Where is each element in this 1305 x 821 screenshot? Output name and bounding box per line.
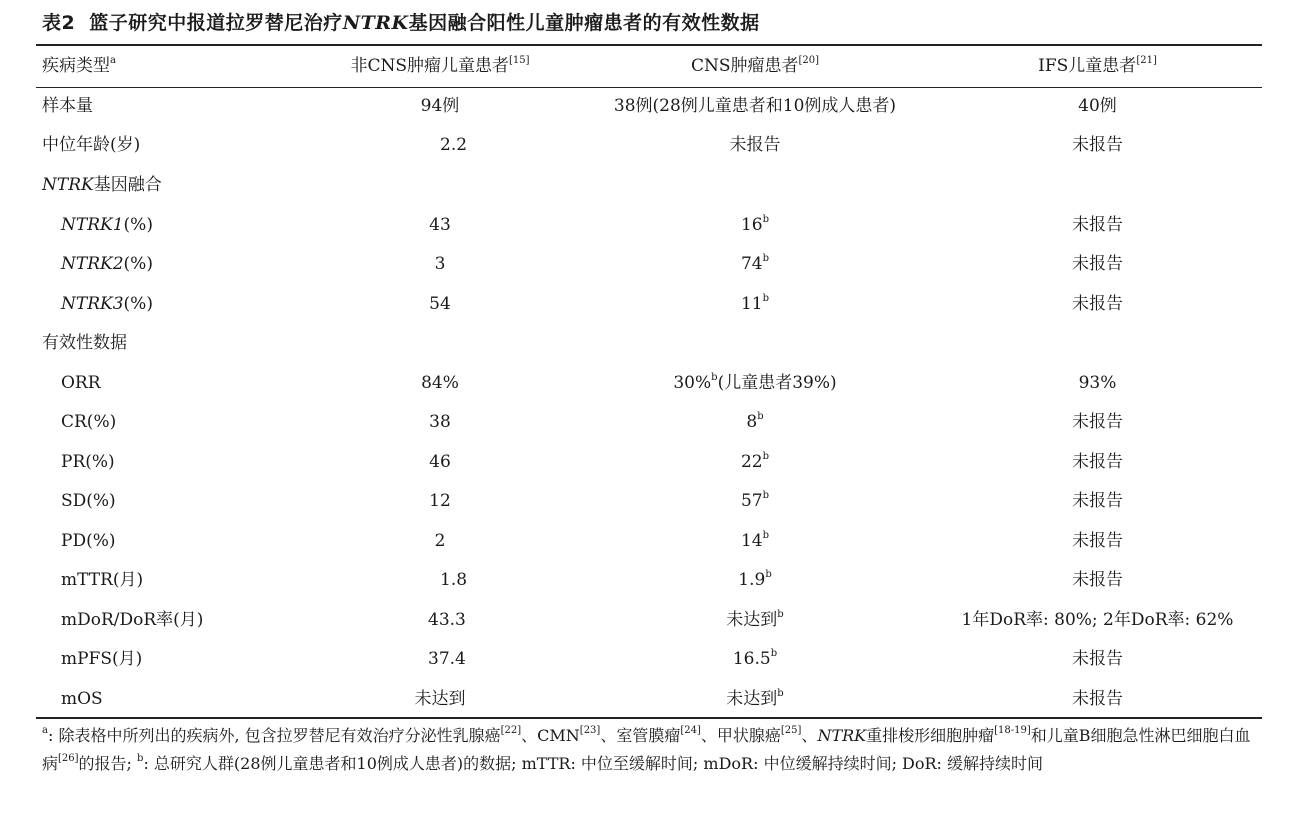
cell-non-cns: 2.2 [440,135,468,155]
cell-non-cns: 未达到 [414,689,466,709]
cell-non-cns: 54 [429,294,451,314]
cell-cns: 1.9$^b$ [738,569,772,590]
cell-ifs: 未报告 [1072,491,1123,511]
cell-non-cns: 2 [434,531,446,551]
table-row [0,365,1305,401]
cell-cns: 未达到$^b$ [726,688,784,709]
top-rule [36,44,1262,46]
bottom-rule [36,717,1262,719]
table-section-row [0,325,1305,361]
cell-ifs: 40例 [1078,96,1117,116]
cell-ifs: 未报告 [1072,294,1123,314]
cell-cns: 16.5$^b$ [732,648,778,669]
table-row [0,286,1305,322]
header-cns: CNS肿瘤患者[20] [690,55,820,76]
row-label: NTRK2(%) [61,254,153,274]
header-disease-type: 疾病类型$^a$ [42,55,116,76]
table-row [0,404,1305,440]
cell-cns: 8$^b$ [746,411,764,432]
cell-non-cns: 3 [434,254,446,274]
caption-suffix: 基因融合阳性儿童肿瘤患者的有效性数据 [408,12,760,34]
cell-ifs: 93% [1078,373,1117,393]
row-label: 样本量 [42,96,93,116]
cell-non-cns: 84% [421,373,459,393]
row-label: SD(%) [61,491,116,511]
table-row [0,88,1305,124]
cell-non-cns: 94例 [420,96,460,116]
row-label: 中位年龄(岁) [42,135,141,155]
table-row [0,602,1305,638]
cell-ifs: 未报告 [1072,570,1123,590]
cell-non-cns: 46 [429,452,451,472]
cell-cns: 11$^b$ [740,293,770,314]
cell-ifs: 未报告 [1072,135,1123,155]
cell-ifs: 未报告 [1072,254,1123,274]
table-row [0,207,1305,243]
cell-ifs: 未报告 [1072,452,1123,472]
row-label: mOS [61,689,103,709]
caption-prefix: 篮子研究中报道拉罗替尼治疗 [89,12,343,34]
table-footnote: $^a$: 除表格中所列出的疾病外, 包含拉罗替尼有效治疗分泌性乳腺癌[22]、CMN[23]、室管膜瘤[24]、甲状腺癌[25]、NTRK重排梭形细胞肿瘤[18-19]和儿童B细胞急性淋巴细胞白血病[26]的报告; $^b$: 总研究人群(28例儿童患者和10例成人患者)的数据; mTTR: 中位至缓解时间; mDoR: 中位缓解持续时间; DoR: 缓解持续时间 [42,725,1251,773]
row-label: NTRK3(%) [61,294,153,314]
header-row [0,48,1305,84]
table-row [0,523,1305,559]
cell-cns: 30%$^b$(儿童患者39%) [673,372,837,393]
header-non-cns: 非CNS肿瘤儿童患者[15] [350,55,530,76]
cell-cns: 14$^b$ [740,530,770,551]
row-label: ORR [61,373,101,393]
cell-ifs: 1年DoR率: 80%; 2年DoR率: 62% [961,610,1234,630]
cell-non-cns: 43 [429,215,451,235]
table-row [0,681,1305,717]
table-caption [42,8,760,35]
cell-cns: 未报告 [729,135,781,155]
cell-cns: 16$^b$ [740,214,770,235]
cell-cns: 22$^b$ [740,451,770,472]
row-label: PD(%) [61,531,116,551]
row-label: mDoR/DoR率(月) [61,610,204,630]
table-row [0,127,1305,163]
caption-gene: NTRK [342,12,409,34]
cell-ifs: 未报告 [1072,689,1123,709]
table-row [0,444,1305,480]
cell-non-cns: 38 [429,412,451,432]
table-section-row [0,167,1305,203]
table-row [0,641,1305,677]
row-label: 有效性数据 [42,333,127,353]
table-row [0,483,1305,519]
cell-cns: 74$^b$ [740,253,770,274]
row-label: NTRK1(%) [61,215,153,235]
cell-ifs: 未报告 [1072,412,1123,432]
table-row [0,246,1305,282]
cell-non-cns: 12 [429,491,451,511]
cell-cns: 38例(28例儿童患者和10例成人患者) [613,96,897,116]
row-label: CR(%) [61,412,117,432]
cell-ifs: 未报告 [1072,215,1123,235]
row-label: mTTR(月) [61,570,144,590]
row-label: NTRK基因融合 [42,175,162,195]
cell-non-cns: 1.8 [440,570,468,590]
cell-ifs: 未报告 [1072,649,1123,669]
cell-ifs: 未报告 [1072,531,1123,551]
table-number: 表2 [42,12,76,34]
row-label: PR(%) [61,452,115,472]
table-row [0,562,1305,598]
cell-cns: 57$^b$ [740,490,770,511]
row-label: mPFS(月) [61,649,143,669]
cell-non-cns: 43.3 [428,610,466,630]
header-ifs: IFS儿童患者[21] [1038,55,1157,76]
cell-cns: 未达到$^b$ [726,609,784,630]
cell-non-cns: 37.4 [428,649,466,669]
